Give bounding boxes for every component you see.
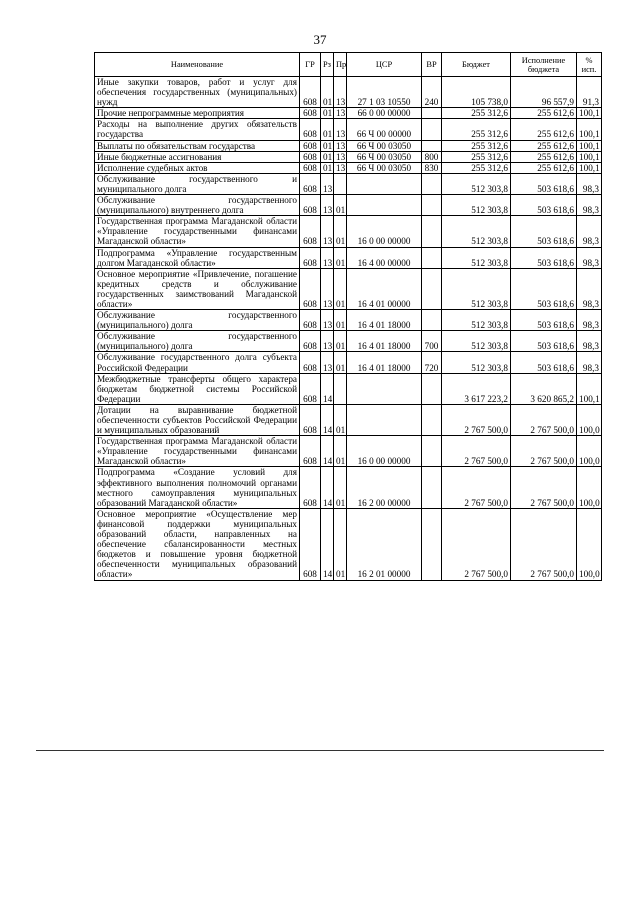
cell-execution: 3 620 865,2 — [511, 373, 577, 404]
table-row — [95, 140, 602, 151]
header-gr: ГР — [300, 53, 321, 77]
cell-vr: 240 — [422, 77, 442, 108]
cell-name: Обслуживание государственного долга субъекта Российской Федерации — [95, 352, 300, 373]
cell-rz: 01 — [321, 140, 334, 151]
table-row — [95, 151, 602, 162]
cell-vr — [422, 140, 442, 151]
cell-rz: 13 — [321, 310, 334, 331]
cell-percent: 98,3 — [577, 331, 602, 352]
cell-pr: 13 — [334, 108, 347, 119]
cell-rz: 14 — [321, 508, 334, 580]
cell-rz: 14 — [321, 373, 334, 404]
cell-csr: 16 4 00 00000 — [347, 247, 422, 268]
cell-vr — [422, 404, 442, 435]
cell-execution: 503 618,6 — [511, 173, 577, 194]
cell-execution: 96 557,9 — [511, 77, 577, 108]
cell-percent: 100,0 — [577, 404, 602, 435]
cell-budget: 2 767 500,0 — [442, 404, 511, 435]
cell-gr: 608 — [300, 310, 321, 331]
table-row — [95, 77, 602, 108]
cell-percent: 100,0 — [577, 467, 602, 508]
table-row — [95, 216, 602, 247]
table-row — [95, 162, 602, 173]
cell-execution: 255 612,6 — [511, 151, 577, 162]
cell-vr — [422, 247, 442, 268]
cell-gr: 608 — [300, 108, 321, 119]
cell-budget: 2 767 500,0 — [442, 508, 511, 580]
cell-csr: 16 0 00 00000 — [347, 216, 422, 247]
cell-vr — [422, 173, 442, 194]
cell-pr: 01 — [334, 216, 347, 247]
cell-name: Обслуживание государственного (муниципального) внутреннего долга — [95, 195, 300, 216]
cell-csr: 16 2 01 00000 — [347, 508, 422, 580]
cell-vr: 700 — [422, 331, 442, 352]
cell-pr: 01 — [334, 331, 347, 352]
cell-pr: 13 — [334, 140, 347, 151]
cell-pr: 01 — [334, 195, 347, 216]
cell-rz: 13 — [321, 195, 334, 216]
table-row — [95, 508, 602, 580]
cell-budget: 2 767 500,0 — [442, 436, 511, 467]
cell-name: Исполнение судебных актов — [95, 162, 300, 173]
cell-vr: 800 — [422, 151, 442, 162]
cell-pr: 01 — [334, 467, 347, 508]
cell-execution: 503 618,6 — [511, 268, 577, 309]
cell-gr: 608 — [300, 216, 321, 247]
cell-pr: 01 — [334, 404, 347, 435]
cell-rz: 13 — [321, 331, 334, 352]
cell-vr — [422, 216, 442, 247]
table-row — [95, 352, 602, 373]
cell-execution: 255 612,6 — [511, 119, 577, 140]
cell-budget: 512 303,8 — [442, 195, 511, 216]
cell-vr — [422, 108, 442, 119]
cell-pr — [334, 173, 347, 194]
cell-gr: 608 — [300, 195, 321, 216]
cell-percent: 100,1 — [577, 162, 602, 173]
page-divider-line — [36, 750, 604, 751]
table-row — [95, 195, 602, 216]
cell-gr: 608 — [300, 268, 321, 309]
cell-csr: 66 Ч 00 03050 — [347, 162, 422, 173]
cell-budget: 512 303,8 — [442, 247, 511, 268]
cell-gr: 608 — [300, 352, 321, 373]
header-name: Наименование — [95, 53, 300, 77]
cell-name: Обслуживание государственного и муниципального долга — [95, 173, 300, 194]
cell-csr: 16 4 01 18000 — [347, 352, 422, 373]
cell-percent: 98,3 — [577, 195, 602, 216]
cell-csr — [347, 404, 422, 435]
cell-rz: 14 — [321, 404, 334, 435]
cell-budget: 105 738,0 — [442, 77, 511, 108]
cell-name: Государственная программа Магаданской области «Управление государственными финансами Магаданской области» — [95, 436, 300, 467]
cell-name: Основное мероприятие «Осуществление мер финансовой поддержки муниципальных образований области, направленных на обеспечение сбалансированности местных бюджетов и повышение уровня бюджетной обеспеченности муниципальных образований области» — [95, 508, 300, 580]
table-row — [95, 404, 602, 435]
cell-name: Дотации на выравнивание бюджетной обеспеченности субъектов Российской Федерации и муниципальных образований — [95, 404, 300, 435]
cell-percent: 98,3 — [577, 352, 602, 373]
cell-gr: 608 — [300, 151, 321, 162]
table-row — [95, 373, 602, 404]
cell-csr: 16 2 00 00000 — [347, 467, 422, 508]
cell-rz: 14 — [321, 467, 334, 508]
cell-name: Обслуживание государственного (муниципального) долга — [95, 310, 300, 331]
table-row — [95, 247, 602, 268]
cell-csr — [347, 195, 422, 216]
cell-budget: 255 312,6 — [442, 108, 511, 119]
table-row — [95, 331, 602, 352]
table-header-row — [95, 53, 602, 77]
cell-budget: 512 303,8 — [442, 310, 511, 331]
cell-percent: 98,3 — [577, 310, 602, 331]
header-pr: Пр — [334, 53, 347, 77]
table-row — [95, 108, 602, 119]
cell-pr: 13 — [334, 119, 347, 140]
cell-percent: 100,1 — [577, 151, 602, 162]
budget-execution-table — [94, 52, 602, 581]
cell-vr: 830 — [422, 162, 442, 173]
table-row — [95, 268, 602, 309]
cell-rz: 14 — [321, 436, 334, 467]
cell-rz: 01 — [321, 108, 334, 119]
cell-rz: 13 — [321, 173, 334, 194]
cell-rz: 01 — [321, 151, 334, 162]
header-budget: Бюджет — [442, 53, 511, 77]
cell-gr: 608 — [300, 173, 321, 194]
cell-pr: 01 — [334, 508, 347, 580]
cell-execution: 2 767 500,0 — [511, 436, 577, 467]
cell-vr: 720 — [422, 352, 442, 373]
cell-gr: 608 — [300, 331, 321, 352]
cell-vr — [422, 310, 442, 331]
cell-gr: 608 — [300, 162, 321, 173]
cell-csr: 66 0 00 00000 — [347, 108, 422, 119]
cell-gr: 608 — [300, 373, 321, 404]
cell-name: Обслуживание государственного (муниципального) долга — [95, 331, 300, 352]
cell-percent: 98,3 — [577, 247, 602, 268]
cell-budget: 255 312,6 — [442, 162, 511, 173]
cell-budget: 255 312,6 — [442, 140, 511, 151]
cell-rz: 01 — [321, 162, 334, 173]
cell-csr: 16 4 01 18000 — [347, 331, 422, 352]
table-row — [95, 173, 602, 194]
cell-csr: 66 Ч 00 00000 — [347, 119, 422, 140]
cell-name: Межбюджетные трансферты общего характера бюджетам бюджетной системы Российской Федерации — [95, 373, 300, 404]
cell-gr: 608 — [300, 140, 321, 151]
cell-percent: 91,3 — [577, 77, 602, 108]
cell-name: Иные закупки товаров, работ и услуг для обеспечения государственных (муниципальных) нужд — [95, 77, 300, 108]
cell-execution: 2 767 500,0 — [511, 404, 577, 435]
cell-execution: 2 767 500,0 — [511, 508, 577, 580]
cell-percent: 100,1 — [577, 119, 602, 140]
table-row — [95, 436, 602, 467]
cell-percent: 98,3 — [577, 173, 602, 194]
cell-vr — [422, 373, 442, 404]
cell-vr — [422, 268, 442, 309]
header-execution: Исполнение бюджета — [511, 53, 577, 77]
cell-pr: 01 — [334, 268, 347, 309]
cell-percent: 98,3 — [577, 216, 602, 247]
cell-percent: 100,0 — [577, 436, 602, 467]
cell-rz: 01 — [321, 119, 334, 140]
header-rz: Рз — [321, 53, 334, 77]
cell-budget: 255 312,6 — [442, 119, 511, 140]
cell-budget: 512 303,8 — [442, 331, 511, 352]
cell-gr: 608 — [300, 247, 321, 268]
cell-rz: 13 — [321, 216, 334, 247]
cell-execution: 503 618,6 — [511, 331, 577, 352]
cell-gr: 608 — [300, 404, 321, 435]
cell-gr: 608 — [300, 436, 321, 467]
cell-percent: 100,1 — [577, 140, 602, 151]
cell-rz: 13 — [321, 352, 334, 373]
cell-vr — [422, 508, 442, 580]
cell-csr: 27 1 03 10550 — [347, 77, 422, 108]
cell-name: Основное мероприятие «Привлечение, погашение кредитных средств и обслуживание государственных заимствований Магаданской области» — [95, 268, 300, 309]
table-row — [95, 467, 602, 508]
header-percent: % исп. — [577, 53, 602, 77]
cell-gr: 608 — [300, 467, 321, 508]
cell-execution: 503 618,6 — [511, 352, 577, 373]
cell-execution: 2 767 500,0 — [511, 467, 577, 508]
cell-execution: 255 612,6 — [511, 162, 577, 173]
page-number: 37 — [313, 32, 327, 47]
cell-percent: 98,3 — [577, 268, 602, 309]
cell-csr: 66 Ч 00 03050 — [347, 140, 422, 151]
table-row — [95, 119, 602, 140]
cell-name: Выплаты по обязательствам государства — [95, 140, 300, 151]
cell-csr: 16 4 01 18000 — [347, 310, 422, 331]
cell-execution: 503 618,6 — [511, 195, 577, 216]
cell-csr — [347, 173, 422, 194]
cell-budget: 3 617 223,2 — [442, 373, 511, 404]
cell-name: Расходы на выполнение других обязательств государства — [95, 119, 300, 140]
cell-pr: 13 — [334, 77, 347, 108]
cell-csr: 16 4 01 00000 — [347, 268, 422, 309]
cell-vr — [422, 436, 442, 467]
cell-gr: 608 — [300, 77, 321, 108]
cell-name: Иные бюджетные ассигнования — [95, 151, 300, 162]
cell-budget: 512 303,8 — [442, 268, 511, 309]
cell-budget: 512 303,8 — [442, 352, 511, 373]
cell-gr: 608 — [300, 119, 321, 140]
cell-vr — [422, 467, 442, 508]
cell-execution: 255 612,6 — [511, 108, 577, 119]
cell-rz: 13 — [321, 247, 334, 268]
cell-name: Подпрограмма «Управление государственным долгом Магаданской области» — [95, 247, 300, 268]
cell-csr: 66 Ч 00 03050 — [347, 151, 422, 162]
cell-execution: 503 618,6 — [511, 310, 577, 331]
cell-execution: 255 612,6 — [511, 140, 577, 151]
table-row — [95, 310, 602, 331]
cell-percent: 100,0 — [577, 508, 602, 580]
table-body — [95, 77, 602, 581]
cell-name: Государственная программа Магаданской области «Управление государственными финансами Магаданской области» — [95, 216, 300, 247]
cell-pr: 01 — [334, 247, 347, 268]
cell-pr: 13 — [334, 162, 347, 173]
header-csr: ЦСР — [347, 53, 422, 77]
cell-pr: 01 — [334, 310, 347, 331]
cell-pr — [334, 373, 347, 404]
cell-pr: 01 — [334, 436, 347, 467]
cell-percent: 100,1 — [577, 108, 602, 119]
cell-rz: 13 — [321, 268, 334, 309]
cell-vr — [422, 119, 442, 140]
cell-rz: 01 — [321, 77, 334, 108]
cell-name: Прочие непрограммные мероприятия — [95, 108, 300, 119]
cell-name: Подпрограмма «Создание условий для эффективного выполнения полномочий органами местного самоуправления муниципальных образований Магаданской области» — [95, 467, 300, 508]
cell-gr: 608 — [300, 508, 321, 580]
cell-pr: 13 — [334, 151, 347, 162]
cell-vr — [422, 195, 442, 216]
cell-execution: 503 618,6 — [511, 247, 577, 268]
cell-budget: 2 767 500,0 — [442, 467, 511, 508]
cell-pr: 01 — [334, 352, 347, 373]
cell-csr — [347, 373, 422, 404]
cell-csr: 16 0 00 00000 — [347, 436, 422, 467]
cell-budget: 512 303,8 — [442, 173, 511, 194]
cell-budget: 512 303,8 — [442, 216, 511, 247]
cell-execution: 503 618,6 — [511, 216, 577, 247]
cell-budget: 255 312,6 — [442, 151, 511, 162]
cell-percent: 100,1 — [577, 373, 602, 404]
header-vr: ВР — [422, 53, 442, 77]
